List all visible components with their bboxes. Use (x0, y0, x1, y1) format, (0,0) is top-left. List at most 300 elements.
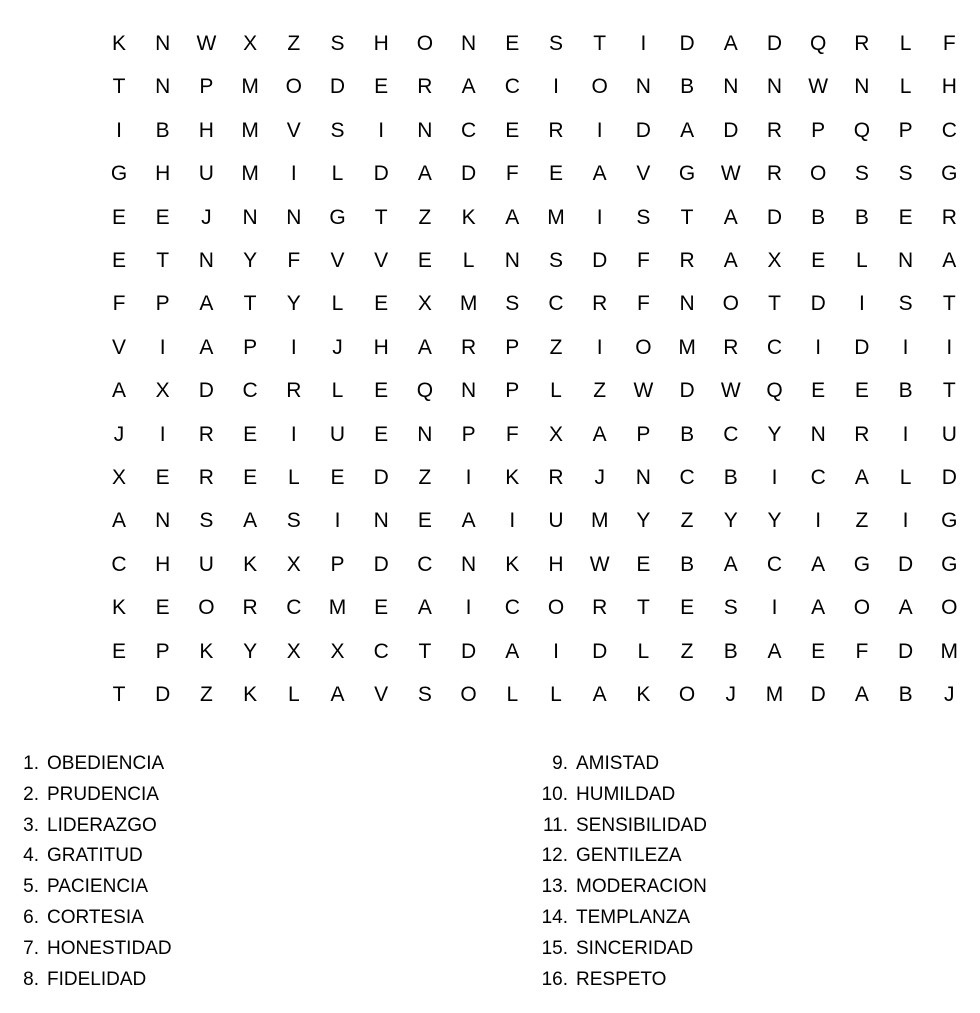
grid-cell[interactable]: D (723, 118, 739, 142)
grid-cell[interactable]: O (198, 596, 215, 620)
grid-cell[interactable]: P (461, 422, 476, 446)
grid-cell[interactable]: R (854, 32, 870, 55)
grid-cell[interactable]: V (636, 162, 651, 186)
grid-cell[interactable]: Z (418, 205, 432, 229)
grid-cell[interactable]: W (589, 552, 610, 576)
grid-cell[interactable]: U (548, 509, 564, 533)
grid-cell[interactable]: O (853, 596, 871, 620)
grid-cell[interactable]: K (505, 552, 520, 576)
grid-cell[interactable]: G (941, 509, 958, 533)
grid-cell[interactable]: R (592, 596, 608, 620)
grid-cell[interactable]: Z (418, 466, 432, 489)
grid-cell[interactable]: S (548, 249, 563, 272)
grid-cell[interactable]: A (111, 509, 126, 533)
grid-cell[interactable]: I (290, 162, 297, 186)
grid-cell[interactable]: O (635, 335, 652, 359)
grid-cell[interactable]: A (680, 118, 695, 142)
grid-cell[interactable]: J (201, 205, 212, 229)
grid-cell[interactable]: A (505, 205, 520, 229)
grid-cell[interactable]: G (941, 552, 958, 576)
grid-cell[interactable]: B (723, 639, 738, 663)
grid-cell[interactable]: P (243, 335, 258, 359)
grid-cell[interactable]: I (553, 639, 559, 663)
grid-cell[interactable]: F (505, 162, 519, 186)
grid-cell[interactable]: A (199, 335, 214, 359)
grid-cell[interactable]: N (898, 249, 914, 272)
grid-cell[interactable]: B (155, 118, 170, 142)
grid-cell[interactable]: I (159, 335, 166, 359)
grid-cell[interactable]: I (596, 118, 603, 142)
grid-cell[interactable]: C (679, 466, 695, 489)
grid-cell[interactable]: B (854, 205, 869, 229)
grid-cell[interactable]: L (856, 249, 868, 272)
grid-cell[interactable]: Y (723, 509, 738, 533)
grid-cell[interactable]: I (596, 335, 603, 359)
grid-cell[interactable]: Z (680, 639, 694, 663)
grid-cell[interactable]: T (112, 75, 126, 99)
grid-cell[interactable]: C (548, 292, 564, 316)
grid-cell[interactable]: R (286, 379, 302, 403)
grid-cell[interactable]: O (416, 32, 434, 55)
grid-cell[interactable]: D (898, 552, 914, 576)
grid-cell[interactable]: E (374, 379, 389, 403)
grid-cell[interactable]: A (767, 639, 782, 663)
grid-cell[interactable]: D (373, 552, 389, 576)
grid-cell[interactable]: A (592, 422, 607, 446)
grid-cell[interactable]: N (155, 509, 171, 533)
grid-cell[interactable]: T (942, 379, 956, 403)
grid-cell[interactable]: X (243, 32, 258, 55)
grid-cell[interactable]: T (112, 683, 126, 706)
grid-cell[interactable]: S (330, 118, 345, 142)
grid-cell[interactable]: D (810, 292, 826, 316)
grid-cell[interactable]: L (506, 683, 519, 706)
grid-cell[interactable]: F (636, 292, 650, 316)
grid-cell[interactable]: I (290, 422, 297, 446)
grid-cell[interactable]: D (373, 162, 389, 186)
grid-cell[interactable]: P (811, 118, 826, 142)
grid-cell[interactable]: E (155, 596, 170, 620)
grid-cell[interactable]: N (723, 75, 739, 99)
grid-cell[interactable]: K (243, 552, 258, 576)
grid-cell[interactable]: H (155, 162, 171, 186)
grid-cell[interactable]: O (591, 75, 608, 99)
grid-cell[interactable]: N (504, 249, 520, 272)
grid-cell[interactable]: I (771, 466, 778, 489)
grid-cell[interactable]: W (720, 162, 741, 186)
grid-cell[interactable]: P (199, 75, 214, 99)
grid-cell[interactable]: M (765, 683, 784, 706)
grid-cell[interactable]: P (636, 422, 651, 446)
grid-cell[interactable]: G (941, 162, 958, 186)
grid-cell[interactable]: O (678, 683, 696, 706)
grid-cell[interactable]: P (505, 379, 520, 403)
grid-cell[interactable]: I (946, 335, 953, 359)
grid-cell[interactable]: H (548, 552, 564, 576)
grid-cell[interactable]: R (242, 596, 258, 620)
grid-cell[interactable]: E (505, 118, 520, 142)
grid-cell[interactable]: N (242, 205, 258, 229)
grid-cell[interactable]: A (461, 75, 476, 99)
grid-cell[interactable]: N (635, 75, 651, 99)
grid-cell[interactable]: B (680, 75, 695, 99)
grid-cell[interactable]: O (460, 683, 477, 706)
grid-cell[interactable]: E (505, 32, 520, 55)
grid-cell[interactable]: M (241, 75, 259, 99)
grid-cell[interactable]: S (854, 162, 869, 186)
grid-cell[interactable]: A (330, 683, 345, 706)
grid-cell[interactable]: H (155, 552, 171, 576)
grid-cell[interactable]: N (461, 32, 477, 55)
grid-cell[interactable]: D (679, 379, 695, 403)
grid-cell[interactable]: C (941, 118, 957, 142)
grid-cell[interactable]: L (899, 466, 912, 489)
grid-cell[interactable]: N (810, 422, 826, 446)
grid-cell[interactable]: E (243, 422, 258, 446)
grid-cell[interactable]: F (855, 639, 869, 663)
grid-cell[interactable]: Z (855, 509, 869, 533)
grid-cell[interactable]: E (374, 422, 389, 446)
grid-cell[interactable]: H (373, 32, 389, 55)
grid-cell[interactable]: S (505, 292, 520, 316)
grid-cell[interactable]: D (373, 466, 389, 489)
grid-cell[interactable]: M (241, 118, 259, 142)
grid-cell[interactable]: Q (853, 118, 871, 142)
grid-cell[interactable]: C (417, 552, 433, 576)
grid-cell[interactable]: K (243, 683, 258, 706)
grid-cell[interactable]: N (198, 249, 214, 272)
grid-cell[interactable]: O (285, 75, 302, 99)
grid-cell[interactable]: S (330, 32, 345, 55)
grid-cell[interactable]: A (811, 596, 826, 620)
grid-cell[interactable]: I (902, 509, 909, 533)
grid-cell[interactable]: W (196, 32, 217, 55)
grid-cell[interactable]: R (723, 335, 739, 359)
grid-cell[interactable]: L (331, 379, 344, 403)
grid-cell[interactable]: S (199, 509, 214, 533)
grid-cell[interactable]: L (462, 249, 475, 272)
grid-cell[interactable]: R (198, 422, 214, 446)
grid-cell[interactable]: J (332, 335, 343, 359)
grid-cell[interactable]: A (898, 596, 913, 620)
grid-cell[interactable]: T (768, 292, 781, 316)
grid-cell[interactable]: A (199, 292, 214, 316)
grid-cell[interactable]: H (198, 118, 214, 142)
grid-cell[interactable]: G (853, 552, 871, 576)
grid-cell[interactable]: D (329, 75, 346, 99)
grid-cell[interactable]: Y (243, 249, 258, 272)
grid-cell[interactable]: R (417, 75, 433, 99)
grid-cell[interactable]: R (592, 292, 608, 316)
grid-cell[interactable]: C (373, 639, 389, 663)
grid-cell[interactable]: H (941, 75, 957, 99)
grid-cell[interactable]: M (328, 596, 347, 620)
grid-cell[interactable]: L (331, 292, 344, 316)
grid-cell[interactable]: I (334, 509, 341, 533)
grid-cell[interactable]: I (465, 466, 472, 489)
grid-cell[interactable]: D (766, 32, 783, 55)
grid-cell[interactable]: C (766, 552, 783, 576)
grid-cell[interactable]: J (725, 683, 737, 706)
grid-cell[interactable]: S (636, 205, 651, 229)
grid-cell[interactable]: X (286, 552, 301, 576)
grid-cell[interactable]: N (417, 118, 433, 142)
grid-cell[interactable]: L (899, 75, 912, 99)
grid-cell[interactable]: D (810, 683, 826, 706)
grid-cell[interactable]: D (854, 335, 870, 359)
grid-cell[interactable]: C (286, 596, 302, 620)
grid-cell[interactable]: G (329, 205, 346, 229)
grid-cell[interactable]: M (241, 162, 259, 186)
grid-cell[interactable]: A (723, 205, 738, 229)
grid-cell[interactable]: T (593, 32, 607, 55)
grid-cell[interactable]: G (110, 162, 128, 186)
grid-cell[interactable]: U (198, 162, 214, 186)
grid-cell[interactable]: O (810, 162, 827, 186)
grid-cell[interactable]: E (243, 466, 258, 489)
grid-cell[interactable]: D (592, 639, 608, 663)
grid-cell[interactable]: L (331, 162, 344, 186)
grid-cell[interactable]: C (723, 422, 739, 446)
grid-cell[interactable]: J (944, 683, 955, 706)
grid-cell[interactable]: A (854, 683, 869, 706)
grid-cell[interactable]: E (111, 639, 126, 663)
grid-cell[interactable]: R (548, 466, 564, 489)
grid-cell[interactable]: V (111, 335, 126, 359)
grid-cell[interactable]: R (941, 205, 957, 229)
grid-cell[interactable]: I (509, 509, 516, 533)
grid-cell[interactable]: Z (680, 509, 694, 533)
grid-cell[interactable]: N (417, 422, 433, 446)
grid-cell[interactable]: S (548, 32, 563, 55)
grid-cell[interactable]: D (679, 32, 695, 55)
grid-cell[interactable]: I (815, 509, 822, 533)
grid-cell[interactable]: E (811, 639, 826, 663)
grid-cell[interactable]: L (287, 466, 300, 489)
grid-cell[interactable]: R (198, 466, 214, 489)
grid-cell[interactable]: Q (766, 379, 783, 403)
grid-cell[interactable]: A (723, 32, 738, 55)
grid-cell[interactable]: Y (243, 639, 258, 663)
grid-cell[interactable]: A (243, 509, 258, 533)
grid-cell[interactable]: B (811, 205, 826, 229)
grid-cell[interactable]: D (461, 639, 477, 663)
grid-cell[interactable]: D (461, 162, 477, 186)
grid-cell[interactable]: Y (286, 292, 301, 316)
grid-cell[interactable]: K (111, 596, 126, 620)
grid-cell[interactable]: P (330, 552, 345, 576)
grid-cell[interactable]: T (942, 292, 956, 316)
grid-cell[interactable]: J (113, 422, 125, 446)
grid-cell[interactable]: A (942, 249, 957, 272)
grid-cell[interactable]: D (635, 118, 651, 142)
grid-cell[interactable]: D (592, 249, 608, 272)
grid-cell[interactable]: D (941, 466, 957, 489)
grid-cell[interactable]: A (505, 639, 520, 663)
grid-cell[interactable]: A (461, 509, 476, 533)
grid-cell[interactable]: T (418, 639, 432, 663)
grid-cell[interactable]: U (329, 422, 346, 446)
grid-cell[interactable]: J (594, 466, 605, 489)
grid-cell[interactable]: I (771, 596, 778, 620)
grid-cell[interactable]: K (505, 466, 520, 489)
grid-cell[interactable]: X (417, 292, 432, 316)
grid-cell[interactable]: E (330, 466, 345, 489)
grid-cell[interactable]: M (459, 292, 478, 316)
grid-cell[interactable]: I (116, 118, 122, 142)
grid-cell[interactable]: F (505, 422, 519, 446)
grid-cell[interactable]: H (373, 335, 389, 359)
grid-cell[interactable]: E (111, 205, 126, 229)
grid-cell[interactable]: N (155, 32, 171, 55)
grid-cell[interactable]: Z (549, 335, 563, 359)
grid-cell[interactable]: E (811, 249, 826, 272)
grid-cell[interactable]: E (417, 249, 432, 272)
grid-cell[interactable]: Y (767, 509, 782, 533)
grid-cell[interactable]: O (547, 596, 565, 620)
grid-cell[interactable]: N (766, 75, 783, 99)
grid-cell[interactable]: S (898, 292, 913, 316)
grid-cell[interactable]: Z (287, 32, 301, 55)
grid-cell[interactable]: A (592, 683, 607, 706)
grid-cell[interactable]: D (766, 205, 783, 229)
grid-cell[interactable]: W (808, 75, 829, 99)
grid-cell[interactable]: E (636, 552, 651, 576)
grid-cell[interactable]: L (550, 379, 562, 403)
grid-cell[interactable]: M (678, 335, 696, 359)
grid-cell[interactable]: K (636, 683, 651, 706)
grid-cell[interactable]: Y (767, 422, 782, 446)
grid-cell[interactable]: A (417, 335, 432, 359)
grid-cell[interactable]: P (898, 118, 913, 142)
grid-cell[interactable]: M (940, 639, 959, 663)
grid-cell[interactable]: I (902, 335, 909, 359)
grid-cell[interactable]: R (461, 335, 477, 359)
grid-cell[interactable]: A (811, 552, 826, 576)
grid-cell[interactable]: T (636, 596, 650, 620)
grid-cell[interactable]: B (723, 466, 738, 489)
grid-cell[interactable]: V (374, 249, 389, 272)
grid-cell[interactable]: A (723, 249, 738, 272)
grid-cell[interactable]: S (417, 683, 432, 706)
grid-cell[interactable]: X (548, 422, 563, 446)
grid-cell[interactable]: E (374, 75, 389, 99)
grid-cell[interactable]: I (378, 118, 385, 142)
grid-cell[interactable]: U (198, 552, 214, 576)
grid-cell[interactable]: R (679, 249, 695, 272)
grid-cell[interactable]: X (111, 466, 126, 489)
grid-cell[interactable]: B (680, 552, 695, 576)
grid-cell[interactable]: T (374, 205, 388, 229)
grid-cell[interactable]: E (680, 596, 695, 620)
grid-cell[interactable]: T (156, 249, 170, 272)
grid-cell[interactable]: F (636, 249, 650, 272)
grid-cell[interactable]: D (155, 683, 171, 706)
grid-cell[interactable]: C (461, 118, 477, 142)
grid-cell[interactable]: C (504, 75, 520, 99)
grid-cell[interactable]: F (112, 292, 126, 316)
grid-cell[interactable]: Z (593, 379, 607, 403)
grid-cell[interactable]: T (243, 292, 257, 316)
grid-cell[interactable]: I (159, 422, 166, 446)
grid-cell[interactable]: S (286, 509, 301, 533)
grid-cell[interactable]: I (553, 75, 559, 99)
grid-cell[interactable]: K (111, 32, 126, 55)
grid-cell[interactable]: P (155, 292, 170, 316)
grid-cell[interactable]: C (504, 596, 520, 620)
grid-cell[interactable]: Q (416, 379, 434, 403)
grid-cell[interactable]: E (811, 379, 826, 403)
grid-cell[interactable]: X (286, 639, 301, 663)
grid-cell[interactable]: N (155, 75, 171, 99)
grid-cell[interactable]: I (815, 335, 822, 359)
grid-cell[interactable]: N (679, 292, 695, 316)
grid-cell[interactable]: E (111, 249, 126, 272)
grid-cell[interactable]: O (722, 292, 739, 316)
grid-cell[interactable]: P (505, 335, 520, 359)
grid-cell[interactable]: C (810, 466, 826, 489)
grid-cell[interactable]: L (637, 639, 650, 663)
grid-cell[interactable]: B (898, 683, 913, 706)
grid-cell[interactable]: E (417, 509, 432, 533)
grid-cell[interactable]: O (941, 596, 958, 620)
grid-cell[interactable]: F (287, 249, 301, 272)
grid-cell[interactable]: N (461, 379, 477, 403)
grid-cell[interactable]: S (723, 596, 738, 620)
grid-cell[interactable]: K (461, 205, 476, 229)
grid-cell[interactable]: Q (810, 32, 827, 55)
grid-cell[interactable]: I (858, 292, 865, 316)
grid-cell[interactable]: B (898, 379, 913, 403)
grid-cell[interactable]: D (898, 639, 914, 663)
grid-cell[interactable]: E (155, 205, 170, 229)
grid-cell[interactable]: C (111, 552, 127, 576)
grid-cell[interactable]: C (766, 335, 783, 359)
grid-cell[interactable]: D (198, 379, 214, 403)
grid-cell[interactable]: S (898, 162, 913, 186)
grid-cell[interactable]: V (374, 683, 389, 706)
grid-cell[interactable]: R (548, 118, 564, 142)
grid-cell[interactable]: F (942, 32, 956, 55)
grid-cell[interactable]: E (548, 162, 563, 186)
grid-cell[interactable]: W (720, 379, 741, 403)
grid-cell[interactable]: X (330, 639, 345, 663)
grid-cell[interactable]: A (723, 552, 738, 576)
grid-cell[interactable]: A (417, 162, 432, 186)
grid-cell[interactable]: E (155, 466, 170, 489)
grid-cell[interactable]: I (465, 596, 472, 620)
grid-cell[interactable]: U (941, 422, 957, 446)
grid-cell[interactable]: E (898, 205, 913, 229)
grid-cell[interactable]: V (286, 118, 301, 142)
grid-cell[interactable]: I (290, 335, 297, 359)
grid-cell[interactable]: A (417, 596, 432, 620)
grid-cell[interactable]: X (767, 249, 782, 272)
grid-cell[interactable]: N (635, 466, 651, 489)
grid-cell[interactable]: N (854, 75, 870, 99)
grid-cell[interactable]: M (590, 509, 609, 533)
grid-cell[interactable]: I (902, 422, 909, 446)
grid-cell[interactable]: L (287, 683, 300, 706)
grid-cell[interactable]: A (111, 379, 126, 403)
grid-cell[interactable]: E (374, 292, 389, 316)
grid-cell[interactable]: B (680, 422, 695, 446)
grid-cell[interactable]: G (678, 162, 696, 186)
grid-cell[interactable]: X (155, 379, 170, 403)
grid-cell[interactable]: T (680, 205, 694, 229)
grid-cell[interactable]: A (592, 162, 607, 186)
grid-cell[interactable]: V (330, 249, 345, 272)
